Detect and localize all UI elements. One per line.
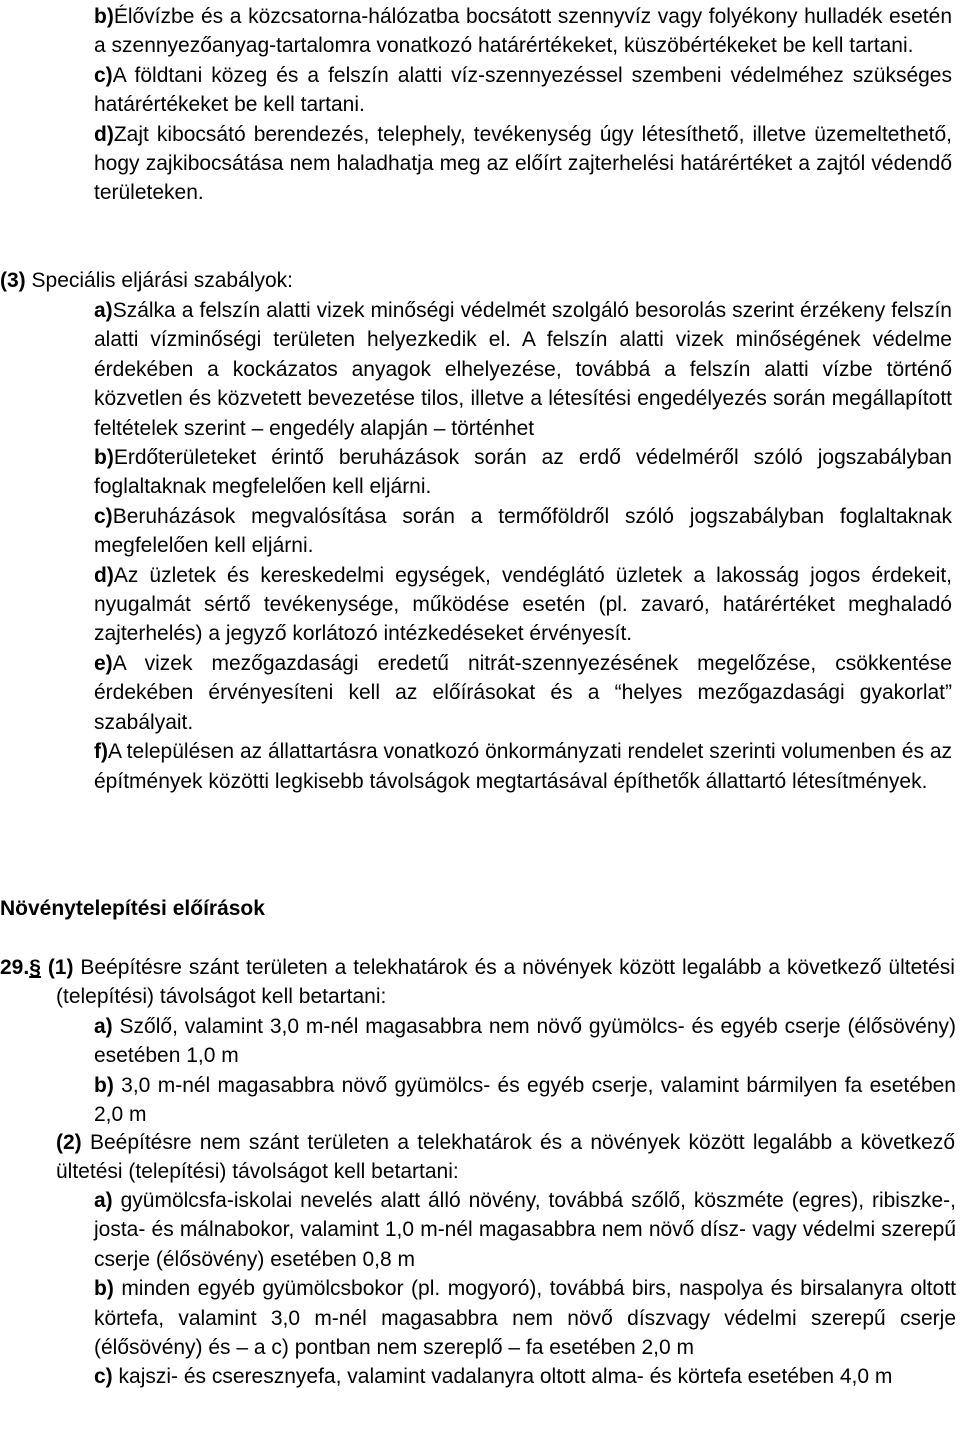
item-text: A vizek mezőgazdasági eredetű nitrát-szennyezésének megelőzése, csökkentése érdekében érvényesíteni kell az előírásokat és a “helyes mezőgazdasági gyakorlat” szabályait. [94,651,952,734]
item-text: A földtani közeg és a felszín alatti víz-szennyezéssel szembeni védelméhez szükséges határértékeket be kell tartani. [94,63,952,117]
item-text: Erdőterületeket érintő beruházások során az erdő védelméről szóló jogszabályban foglaltaknak megfelelően kell eljárni. [94,446,952,499]
list-item [94,1362,956,1391]
item-label: b) [94,5,114,28]
section-title: Speciális eljárási szabályok: [31,269,293,292]
section-3-items [94,296,952,796]
item-label: a) [94,1015,113,1038]
article-29-par-2 [56,1128,955,1187]
item-text: 3,0 m-nél magasabbra növő gyümölcs- és egyéb cserje, valamint bármilyen fa esetében 2,0 m [94,1073,956,1127]
list-item [94,120,952,208]
list-item [94,443,952,502]
item-text: Szálka a felszín alatti vizek minőségi védelmét szolgáló besorolás szerint érzékeny felszín alatti vízminőségi területen helyezkedik el. A felszín alatti vizek minőségének védelme érdekében a kockázatos anyagok elhelyezése, továbbá a felszín alatti vízbe történő közvetlen és közvetett bevezetése tilos, illetve a létesítési engedélyezés során megállapított feltételek szerint – engedély alapján – történhet [94,299,952,440]
item-label: c) [94,504,113,528]
item-label: b) [94,446,114,470]
item-text: Az üzletek és kereskedelmi egységek, vendéglátó üzletek a lakosság jogos érdekeit, nyugalmát sértő tevékenysége, működése esetén (pl. zavaró, határértéket meghaladó zajterhelés) a jegyző korlátozó intézkedéseket érvényesít. [94,563,952,646]
item-list-top [94,2,952,208]
item-label: f) [94,740,108,764]
list-item [94,1012,956,1071]
item-label: d) [94,122,114,146]
item-text: minden egyéb gyümölcsbokor (pl. mogyoró), továbbá birs, naspolya és birsalanyra oltott körtefa, valamint 3,0 m-nél magasabbra nem növő díszvagy védelmi szerepű cserje (élősövény) és – a c) pontban nem szereplő – fa esetében 2,0 m [94,1277,956,1360]
item-label: e) [94,651,113,675]
item-label: a) [94,299,113,322]
list-item [94,1071,956,1130]
list-item [94,561,952,649]
item-text: gyümölcsfa-iskolai nevelés alatt álló növény, továbbá szőlő, köszméte (egres), ribiszke-, josta- és málnabokor, valamint 1,0 m-nél magasabbra nem növő dísz- vagy védelmi szerepű cserje (élősövény) esetében 0,8 m [94,1189,956,1271]
list-item [94,649,952,737]
list-item [94,61,952,120]
article-number: 29. [0,956,30,979]
list-item [94,1186,956,1274]
list-item [94,2,952,61]
item-label: c) [94,63,113,87]
section-heading: Növénytelepítési előírások [0,897,265,920]
paragraph-text: Beépítésre nem szánt területen a telekhatárok és a növények között legalább a következő ültetési (telepítési) távolságot kell betartani: [56,1131,955,1184]
list-item [94,296,952,443]
item-text: Zajt kibocsátó berendezés, telephely, tevékenység úgy létesíthető, illetve üzemeltethető, hogy zajkibocsátása nem haladhatja meg az előírt zajterhelési határértéket a zajtól védendő területeken. [94,122,952,205]
section-number: (3) [0,269,26,292]
section-3-heading [0,266,940,295]
item-text: Beruházások megvalósítása során a termőföldről szóló jogszabályban foglaltaknak megfelelően kell eljárni. [94,504,952,558]
item-label: a) [94,1189,113,1212]
paragraph-sign: § [29,956,41,979]
list-item [94,737,952,796]
list-item [94,1274,956,1362]
item-text: A településen az állattartásra vonatkozó önkormányzati rendelet szerinti volumenben és az építmények közötti legkisebb távolságok megtartásával építhetők állattartó létesítmények. [94,740,952,793]
item-text: Szőlő, valamint 3,0 m-nél magasabbra nem növő gyümölcs- és egyéb cserje (élősövény) esetében 1,0 m [94,1015,956,1068]
paragraph-number: (2) [56,1131,82,1154]
article-29-par-1-items [94,1012,956,1130]
item-label: b) [94,1073,114,1097]
item-label: d) [94,563,114,587]
paragraph-text: Beépítésre szánt területen a telekhatárok és a növények között legalább a következő ültetési (telepítési) távolságot kell betartani: [56,956,955,1009]
item-label: c) [94,1365,113,1389]
list-item [94,502,952,561]
paragraph-number: (1) [47,956,74,979]
article-29-par-2-items [94,1186,956,1392]
article-29-par-1 [0,953,955,1012]
item-text: kajszi- és cseresznyefa, valamint vadalanyra oltott alma- és körtefa esetében 4,0 m [118,1365,893,1389]
item-text: Élővízbe és a közcsatorna-hálózatba bocsátott szennyvíz vagy folyékony hulladék esetén a szennyezőanyag-tartalomra vonatkozó határértékeket, küszöbértékeket be kell tartani. [94,5,952,58]
item-label: b) [94,1277,114,1301]
